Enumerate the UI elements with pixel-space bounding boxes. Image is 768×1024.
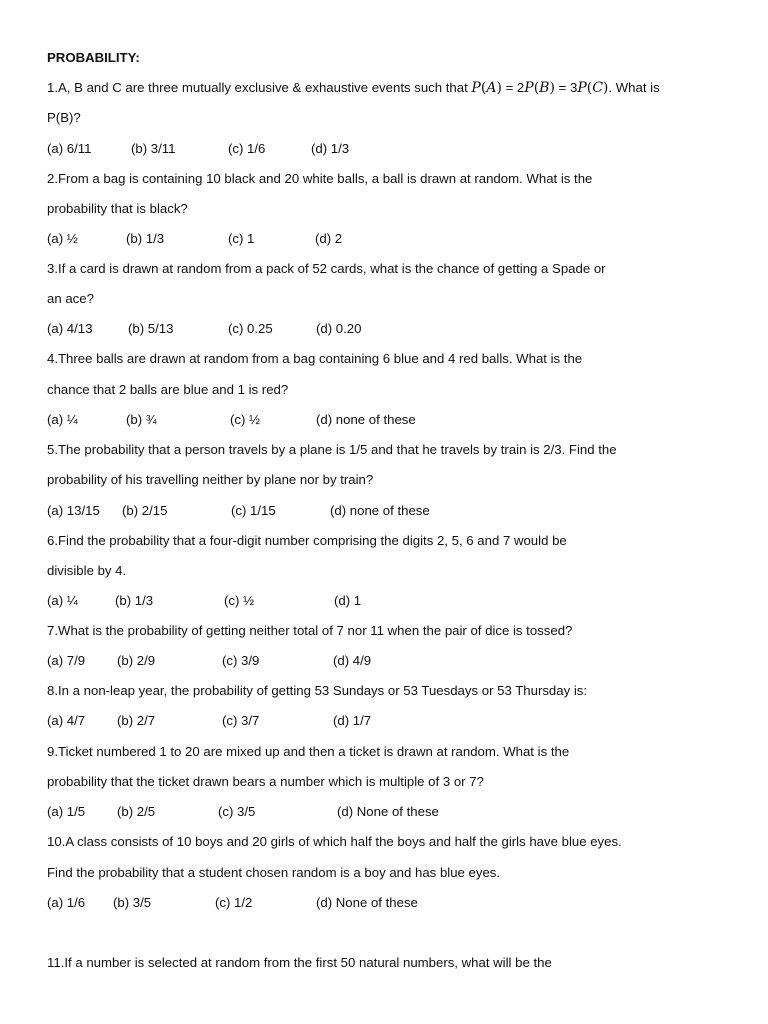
question-8-line-1: 8.In a non-leap year, the probability of getting 53 Sundays or 53 Tuesdays or 53 Thursday is: [47, 683, 588, 698]
page-title: PROBABILITY: [47, 50, 140, 65]
q6-option-b: (b) 1/3 [115, 593, 154, 608]
q4-option-c: (c) ½ [230, 412, 261, 427]
q10-option-c: (c) 1/2 [215, 895, 253, 910]
q9-option-a: (a) 1/5 [47, 804, 86, 819]
question-6-line-2: divisible by 4. [47, 563, 127, 578]
q7-option-a: (a) 7/9 [47, 653, 86, 668]
q8-option-d: (d) 1/7 [333, 713, 372, 728]
q7-option-d: (d) 4/9 [333, 653, 372, 668]
question-9-line-1: 9.Ticket numbered 1 to 20 are mixed up and then a ticket is drawn at random. What is the [47, 744, 570, 759]
question-4-line-2: chance that 2 balls are blue and 1 is red? [47, 382, 289, 397]
q8-option-b: (b) 2/7 [117, 713, 156, 728]
q5-option-d: (d) none of these [330, 503, 430, 518]
question-1-line-2: P(B)? [47, 110, 81, 125]
q10-option-d: (d) None of these [316, 895, 418, 910]
question-1-text-post: . What is [608, 80, 660, 95]
question-3-line-1: 3.If a card is drawn at random from a pack of 52 cards, what is the chance of getting a Spade or [47, 261, 606, 276]
question-4-line-1: 4.Three balls are drawn at random from a bag containing 6 blue and 4 red balls. What is the [47, 351, 583, 366]
q8-option-a: (a) 4/7 [47, 713, 86, 728]
q2-option-b: (b) 1/3 [126, 231, 165, 246]
question-2-line-2: probability that is black? [47, 201, 188, 216]
q1-option-d: (d) 1/3 [311, 141, 350, 156]
q10-option-b: (b) 3/5 [113, 895, 152, 910]
q1-option-b: (b) 3/11 [131, 141, 176, 156]
q1-option-a: (a) 6/11 [47, 141, 92, 156]
q5-option-a: (a) 13/15 [47, 503, 100, 518]
q2-option-c: (c) 1 [228, 231, 255, 246]
q2-option-d: (d) 2 [315, 231, 343, 246]
q3-option-b: (b) 5/13 [128, 321, 174, 336]
q9-option-c: (c) 3/5 [218, 804, 256, 819]
question-2-line-1: 2.From a bag is containing 10 black and 20 white balls, a ball is drawn at random. What is the [47, 171, 593, 186]
question-11-line-1: 11.If a number is selected at random from the first 50 natural numbers, what will be the [47, 955, 552, 970]
question-1-text-pre: 1.A, B and C are three mutually exclusive & exhaustive events such that [47, 80, 472, 95]
q4-option-a: (a) ¼ [47, 412, 78, 427]
question-9-line-2: probability that the ticket drawn bears a number which is multiple of 3 or 7? [47, 774, 484, 789]
q4-option-d: (d) none of these [316, 412, 416, 427]
q3-option-a: (a) 4/13 [47, 321, 93, 336]
q9-option-b: (b) 2/5 [117, 804, 156, 819]
question-1-formula: P(A) = 2P(B) = 3P(C) [471, 80, 609, 96]
q8-option-c: (c) 3/7 [222, 713, 260, 728]
question-5-line-2: probability of his travelling neither by plane nor by train? [47, 472, 374, 487]
question-1-line-1 [47, 80, 660, 96]
question-6-line-1: 6.Find the probability that a four-digit number comprising the digits 2, 5, 6 and 7 would be [47, 533, 567, 548]
q7-option-c: (c) 3/9 [222, 653, 260, 668]
q6-option-c: (c) ½ [224, 593, 255, 608]
question-10-line-1: 10.A class consists of 10 boys and 20 girls of which half the boys and half the girls have blue eyes. [47, 834, 622, 849]
q9-option-d: (d) None of these [337, 804, 439, 819]
q3-option-c: (c) 0.25 [228, 321, 273, 336]
q6-option-d: (d) 1 [334, 593, 362, 608]
q6-option-a: (a) ¼ [47, 593, 78, 608]
question-7-line-1: 7.What is the probability of getting neither total of 7 nor 11 when the pair of dice is tossed? [47, 623, 573, 638]
question-3-line-2: an ace? [47, 291, 94, 306]
q5-option-b: (b) 2/15 [122, 503, 168, 518]
q7-option-b: (b) 2/9 [117, 653, 156, 668]
question-10-line-2: Find the probability that a student chosen random is a boy and has blue eyes. [47, 865, 501, 880]
question-5-line-1: 5.The probability that a person travels by a plane is 1/5 and that he travels by train is 2/3. Find the [47, 442, 617, 457]
q3-option-d: (d) 0.20 [316, 321, 362, 336]
q5-option-c: (c) 1/15 [231, 503, 276, 518]
q1-option-c: (c) 1/6 [228, 141, 266, 156]
q4-option-b: (b) ¾ [126, 412, 157, 427]
q2-option-a: (a) ½ [47, 231, 78, 246]
q10-option-a: (a) 1/6 [47, 895, 86, 910]
